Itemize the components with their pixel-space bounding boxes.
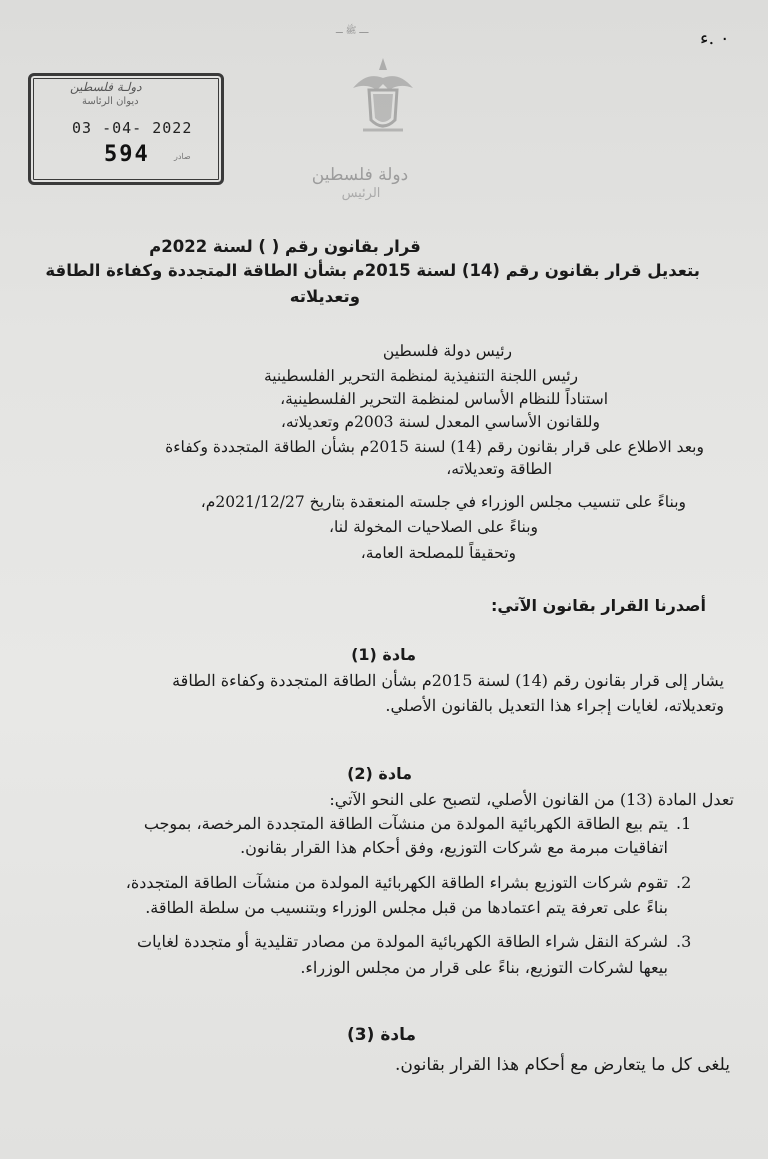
preamble-line: وبعد الاطلاع على قرار بقانون رقم (14) لسنة 2015م بشأن الطاقة المتجددة وكفاءة [165, 438, 704, 456]
preamble-line: رئيس اللجنة التنفيذية لمنظمة التحرير الفلسطينية [263, 367, 578, 385]
stamp-label: صادر [174, 152, 191, 161]
article-2-item: بيعها لشركات التوزيع، بناءً على قرار من مجلس الوزراء. [300, 958, 668, 977]
article-1-text: وتعديلاته، لغايات إجراء هذا التعديل بالقانون الأصلي. [385, 696, 724, 715]
stamp-line1: دولـة فلسطين [70, 80, 142, 94]
preamble-line: رئيس دولة فلسطين [382, 342, 512, 360]
article-3-heading: مادة (3) [347, 1025, 416, 1045]
article-2-item: يتم بيع الطاقة الكهربائية المولدة من منشآت الطاقة المتجددة المرخصة، بموجب [143, 814, 668, 833]
article-2-item: اتفاقيات مبرمة مع شركات التوزيع، وفق أحكام هذا القرار بقانون. [240, 838, 668, 857]
stamp-line2: ديوان الرئاسة [82, 96, 139, 107]
item-number: .3 [676, 932, 692, 951]
article-2-item: لشركة النقل شراء الطاقة الكهربائية المولدة من مصادر تقليدية أو متجددة لغايات [137, 932, 668, 951]
article-1-text: يشار إلى قرار بقانون رقم (14) لسنة 2015م بشأن الطاقة المتجددة وكفاءة الطاقة [172, 671, 724, 690]
header-mark: ــــــــ ﷺ ــــــ [336, 26, 369, 36]
article-3-text: يلغى كل ما يتعارض مع أحكام هذا القرار بقانون. [394, 1055, 730, 1075]
article-2-heading: مادة (2) [347, 764, 412, 783]
stamp-number: 594 [104, 142, 150, 167]
article-2-item: بناءً على تعرفة يتم اعتمادها من قبل مجلس الوزراء وبتنسيب من سلطة الطاقة. [145, 898, 668, 917]
corner-mark: ٠ .ﺀ [700, 28, 730, 49]
emblem-state-name: دولة فلسطين [311, 165, 409, 185]
preamble-line: وتحقيقاً للمصلحة العامة، [360, 544, 516, 562]
stamp-date: 03 -04- 2022 [72, 119, 193, 137]
decree-title: قرار بقانون رقم ( ) لسنة 2022م [149, 237, 421, 256]
preamble-line: الطاقة وتعديلاته، [446, 460, 552, 478]
issued-heading: أصدرنا القرار بقانون الآتي: [491, 596, 706, 615]
preamble-line: وللقانون الأساسي المعدل لسنة 2003م وتعديلاته، [280, 413, 600, 431]
article-2-intro: تعدل المادة (13) من القانون الأصلي، لتصبح على النحو الآتي: [329, 790, 734, 809]
emblem-office-name: الرئيس [341, 186, 381, 201]
eagle-emblem-icon [333, 48, 433, 148]
preamble-line: استناداً للنظام الأساس لمنظمة التحرير الفلسطينية، [280, 390, 608, 408]
article-2-item: تقوم شركات التوزيع بشراء الطاقة الكهربائية المولدة من منشآت الطاقة المتجددة، [125, 873, 668, 892]
preamble-line: وبناءً على تنسيب مجلس الوزراء في جلسته المنعقدة بتاريخ 2021/12/27م، [200, 493, 686, 511]
decree-subject-cont: وتعديلاته [289, 287, 360, 306]
item-number: .2 [676, 873, 692, 892]
decree-subject: بتعديل قرار بقانون رقم (14) لسنة 2015م بشأن الطاقة المتجددة وكفاءة الطاقة [45, 261, 700, 280]
preamble-line: وبناءً على الصلاحيات المخولة لنا، [329, 518, 538, 536]
item-number: .1 [676, 814, 692, 833]
article-1-heading: مادة (1) [351, 645, 416, 664]
